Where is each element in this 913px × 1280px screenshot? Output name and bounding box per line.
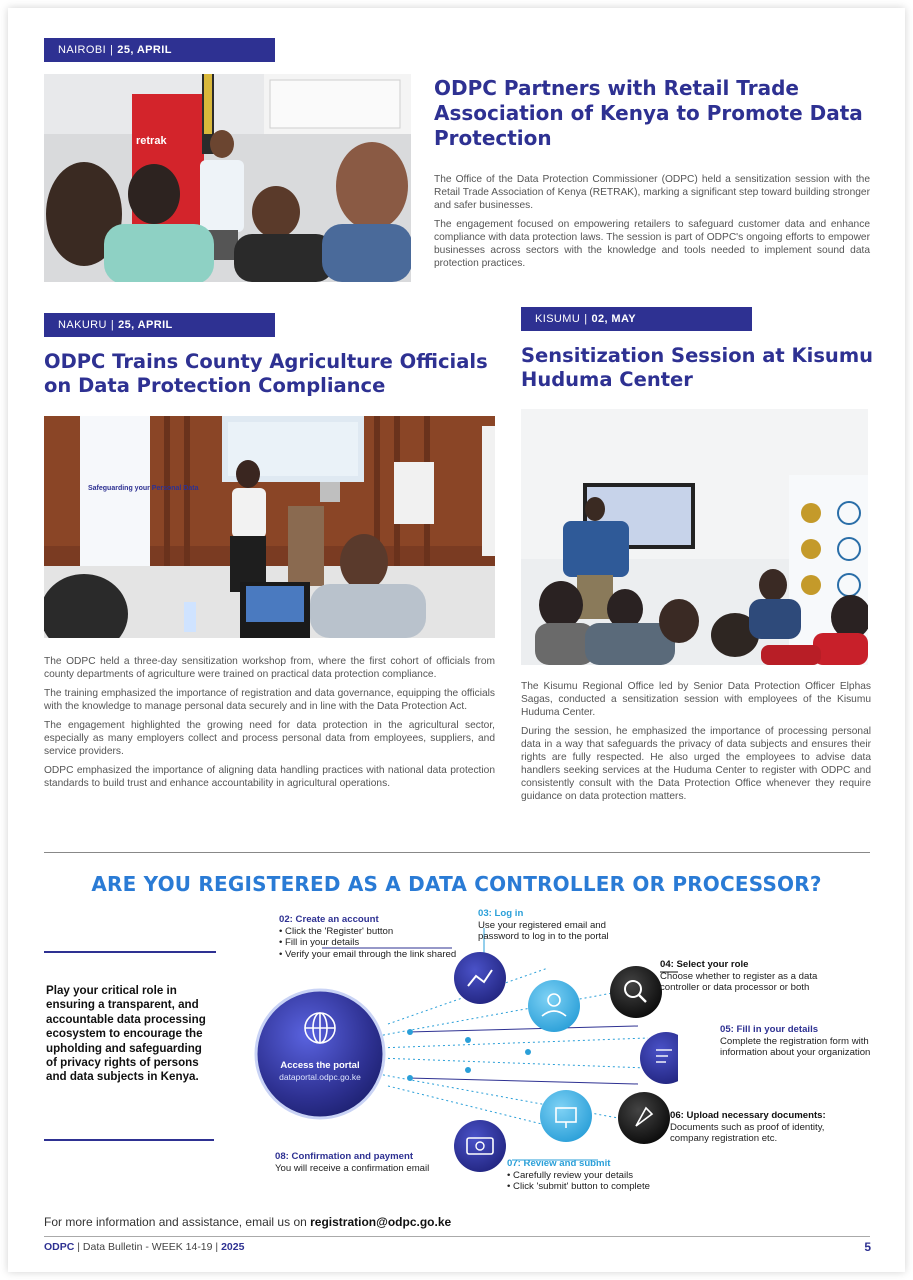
step-07-title: 07: Review and submit bbox=[507, 1158, 611, 1169]
footer-bulletin: Data Bulletin bbox=[82, 1241, 143, 1253]
contact-email-link[interactable]: registration@odpc.go.ke bbox=[310, 1215, 452, 1229]
article3-body bbox=[521, 681, 871, 810]
article2-paragraph: The ODPC held a three-day sensitization workshop from, where the first cohort of officials from county departments of agriculture were trained on practical data protection compliance. bbox=[44, 656, 495, 680]
footer-bar: ODPC | Data Bulletin - WEEK 14-19 | 2025 bbox=[44, 1241, 245, 1253]
step-06-text: Documents such as proof of identity, company registration etc. bbox=[670, 1121, 825, 1144]
step-08-title: 08: Confirmation and payment bbox=[275, 1151, 414, 1162]
contact-note-prefix: For more information and assistance, email us on bbox=[44, 1215, 311, 1229]
article1-paragraph: The engagement focused on empowering retailers to safeguard customer data and enhance compliance with data protection laws. The session is part of ODPC's ongoing efforts to empower businesses across sectors with the knowledge and tools needed to implement sound data protection practices. bbox=[434, 218, 870, 269]
step-05 bbox=[720, 1024, 880, 1059]
step-03-text: Use your registered email and password to log in to the portal bbox=[478, 919, 609, 942]
step-02 bbox=[279, 914, 459, 960]
step-02-title: 02: Create an account bbox=[279, 914, 379, 925]
footer-year: 2025 bbox=[221, 1241, 245, 1253]
article3-paragraph: The Kisumu Regional Office led by Senior Data Protection Officer Elphas Sagas, conducted a sensitization session with employees of the Kisumu Huduma Center. bbox=[521, 681, 871, 718]
hub-title: Access the portal bbox=[280, 1060, 360, 1071]
registration-heading: ARE YOU REGISTERED AS A DATA CONTROLLER OR PROCESSOR? bbox=[91, 872, 822, 896]
step-03 bbox=[478, 908, 638, 943]
step-02-list bbox=[279, 926, 459, 961]
step-04-title: 04: Select your role bbox=[660, 959, 749, 970]
article1-title: ODPC Partners with Retail Trade Association of Kenya to Promote Data Protection bbox=[434, 76, 863, 150]
article2-body bbox=[44, 656, 495, 797]
article3-paragraph: During the session, he emphasized the importance of processing personal data in a way that safeguards the privacy of data subjects and ensures their rights are fully respected. He also urged the employees to advise data handlers seeking services at the Huduma Center to register with ODPC and consistently consult with the Data Protection Office whenever they require guidance on data protection matters. bbox=[521, 725, 871, 802]
step-02-item: • Click the 'Register' button bbox=[279, 926, 459, 938]
article3-photo bbox=[521, 409, 868, 665]
banner-retrak-text: retrak bbox=[136, 135, 167, 147]
article2-paragraph: The training emphasized the importance of registration and data governance, equipping the officials with the knowledge to manage personal data securely and in line with the Data Protection Act. bbox=[44, 687, 495, 712]
article1-photo bbox=[44, 74, 411, 282]
section-divider bbox=[44, 852, 870, 853]
lead-top-rule bbox=[44, 951, 216, 953]
step-03-title: 03: Log in bbox=[478, 908, 524, 919]
article2-photo bbox=[44, 416, 495, 638]
step-05-title: 05: Fill in your details bbox=[720, 1024, 819, 1035]
step-02-item: • Verify your email through the link shared bbox=[279, 949, 459, 961]
footer-week: WEEK 14-19 bbox=[151, 1241, 213, 1253]
contact-note bbox=[44, 1215, 451, 1229]
footer-brand: ODPC bbox=[44, 1241, 75, 1253]
article2-title: ODPC Trains County Agriculture Officials on Data Protection Compliance bbox=[44, 350, 488, 398]
step-05-text: Complete the registration form with information about your organization bbox=[720, 1035, 871, 1058]
article2-paragraph: ODPC emphasized the importance of aligning data handling practices with national data protection standards to build trust and enhance accountability in agricultural operations. bbox=[44, 764, 495, 789]
article3-title: Sensitization Session at Kisumu Huduma Center bbox=[521, 344, 874, 392]
article1-date: 25, APRIL bbox=[117, 44, 172, 56]
hub-url[interactable]: dataportal.odpc.go.ke bbox=[279, 1072, 361, 1082]
article1-body bbox=[434, 174, 870, 277]
step-07-item: • Click 'submit' button to complete bbox=[507, 1181, 707, 1193]
registration-lead: Play your critical role in ensuring a transparent, and accountable data processing ecosystem to encourage the upholding and safeguarding of privacy rights of persons and data subjects in Kenya. bbox=[46, 984, 206, 1084]
step-07-list bbox=[507, 1170, 707, 1193]
step-04 bbox=[660, 959, 845, 994]
article1-tag: NAIROBI | 25, APRIL bbox=[44, 38, 275, 62]
article2-tag: NAKURU | 25, APRIL bbox=[44, 313, 275, 337]
article3-tag: KISUMU | 02, MAY bbox=[521, 307, 752, 331]
banner-safeguarding-text: Safeguarding your Personal Data bbox=[88, 485, 199, 492]
page-number: 5 bbox=[864, 1240, 871, 1254]
footer-rule bbox=[44, 1236, 870, 1237]
article3-location: KISUMU bbox=[535, 313, 581, 325]
article2-location: NAKURU bbox=[58, 319, 107, 331]
article3-date: 02, MAY bbox=[591, 313, 637, 325]
step-07 bbox=[507, 1158, 707, 1193]
lead-bottom-rule bbox=[44, 1139, 214, 1141]
step-07-item: • Carefully review your details bbox=[507, 1170, 707, 1182]
article1-paragraph: The Office of the Data Protection Commissioner (ODPC) held a sensitization session with the Retail Trade Association of Kenya (RETRAK), marking a significant step toward building stronger and safer businesses. bbox=[434, 174, 870, 211]
article1-location: NAIROBI bbox=[58, 44, 107, 56]
article2-paragraph: The engagement highlighted the growing need for data protection in the agricultural sector, especially as many employers collect and process personal data from employees, suppliers, and service providers. bbox=[44, 719, 495, 757]
step-04-text: Choose whether to register as a data controller or data processor or both bbox=[660, 970, 818, 993]
step-06-title: 06: Upload necessary documents: bbox=[670, 1110, 826, 1121]
step-06 bbox=[670, 1110, 850, 1145]
step-08-text: You will receive a confirmation email bbox=[275, 1162, 430, 1174]
step-02-item: • Fill in your details bbox=[279, 937, 459, 949]
registration-diagram bbox=[238, 928, 678, 1188]
bulletin-page bbox=[8, 8, 905, 1272]
step-08 bbox=[275, 1151, 445, 1174]
article2-date: 25, APRIL bbox=[118, 319, 173, 331]
